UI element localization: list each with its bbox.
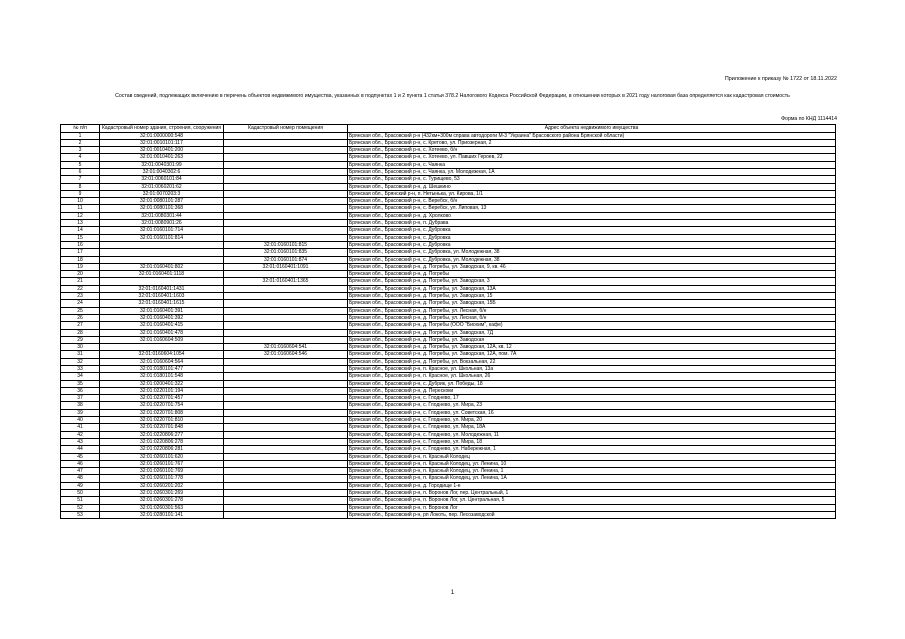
- address: Брянская обл., Брасовский р-н, д. Хролково: [348, 212, 836, 219]
- table-row: [61, 322, 836, 329]
- property-table: [60, 124, 836, 519]
- building-cadastral-number: 32:01:0220806:278: [100, 438, 224, 445]
- room-cadastral-number: [224, 482, 348, 489]
- building-cadastral-number: 32:01:0010401:263: [100, 154, 224, 161]
- table-row: [61, 490, 836, 497]
- building-cadastral-number: 32:01:0220806:281: [100, 446, 224, 453]
- address: Брянская обл., Брасовский р-н, с. Хотеево, ул. Павших Героев, 22: [348, 154, 836, 161]
- table-row: [61, 358, 836, 365]
- row-number: 10: [61, 198, 100, 205]
- table-row: [61, 220, 836, 227]
- appendix-reference: Приложение к приказу № 1722 от 18.11.2022: [724, 76, 837, 82]
- address: Брянская обл., Брасовский р-н, с. Дубровка: [348, 227, 836, 234]
- form-code: Форма по КНД 1114414: [781, 116, 837, 122]
- row-number: 32: [61, 358, 100, 365]
- address: Брянская обл., Брасовский р-н, п. Красный Колодец, ул. Ленина, 1: [348, 468, 836, 475]
- address: Брянская обл., Брасовский р-н (432км+300м справа автодороги М-3 "Украина" Брасовского района Брянской области): [348, 132, 836, 139]
- row-number: 5: [61, 161, 100, 168]
- address: Брянская обл., Брасовский р-н, с. Чаянка, ул. Молодежная, 1А: [348, 168, 836, 175]
- row-number: 21: [61, 278, 100, 285]
- address: Брянская обл., Брасовский р-н, д. Погребы, ул. Вокзальная, 22: [348, 358, 836, 365]
- row-number: 19: [61, 263, 100, 270]
- row-number: 50: [61, 490, 100, 497]
- row-number: 9: [61, 190, 100, 197]
- address: Брянская обл., Брасовский р-н, с. Чаянка: [348, 161, 836, 168]
- building-cadastral-number: 32:01:0200401:322: [100, 380, 224, 387]
- row-number: 43: [61, 438, 100, 445]
- building-cadastral-number: 32:01:0080101:368: [100, 205, 224, 212]
- building-cadastral-number: 32:01:0160401:415: [100, 322, 224, 329]
- building-cadastral-number: [100, 256, 224, 263]
- table-row: [61, 168, 836, 175]
- room-cadastral-number: [224, 380, 348, 387]
- room-cadastral-number: [224, 147, 348, 154]
- page-number: 1: [450, 590, 455, 596]
- table-row: [61, 460, 836, 467]
- header-address: Адрес объекта недвижимого имущества: [348, 125, 836, 133]
- room-cadastral-number: [224, 446, 348, 453]
- building-cadastral-number: 32:01:0160401:1118: [100, 271, 224, 278]
- table-row: [61, 300, 836, 307]
- row-number: 6: [61, 168, 100, 175]
- building-cadastral-number: 32:01:0060101:84: [100, 176, 224, 183]
- table-row: [61, 139, 836, 146]
- building-cadastral-number: 32:01:0160101:814: [100, 234, 224, 241]
- room-cadastral-number: [224, 409, 348, 416]
- building-cadastral-number: 32:01:0160401:1603: [100, 293, 224, 300]
- room-cadastral-number: 32:01:0160101:835: [224, 249, 348, 256]
- row-number: 7: [61, 176, 100, 183]
- row-number: 48: [61, 475, 100, 482]
- building-cadastral-number: 32:01:0180101:477: [100, 366, 224, 373]
- address: Брянская обл., Брасовский р-н, с. Турищево, 53: [348, 176, 836, 183]
- address: Брянская обл., Брасовский р-н, с. Глоднево, 17: [348, 395, 836, 402]
- room-cadastral-number: [224, 154, 348, 161]
- room-cadastral-number: [224, 373, 348, 380]
- room-cadastral-number: 32:01:0160101:874: [224, 256, 348, 263]
- table-row: [61, 468, 836, 475]
- table-header: [61, 125, 836, 133]
- room-cadastral-number: [224, 205, 348, 212]
- row-number: 13: [61, 220, 100, 227]
- address: Брянская обл., Брасовский р-н, д. Перескоки: [348, 387, 836, 394]
- table-row: [61, 417, 836, 424]
- room-cadastral-number: 32:01:0160101:815: [224, 241, 348, 248]
- address: Брянская обл., Брасовский р-н, д. Погребы, ул. Заводская, 13А: [348, 285, 836, 292]
- table-row: [61, 497, 836, 504]
- address: Брянская обл., Брасовский р-н, д. Шешкино: [348, 183, 836, 190]
- header-number: № п/п: [61, 125, 100, 133]
- address: Брянская обл., Брасовский р-н, с. Хотеево, б/н: [348, 147, 836, 154]
- address: Брянская обл., Брасовский р-н, п. Воронов Лог, ул. Центральная, 5: [348, 497, 836, 504]
- building-cadastral-number: 32:01:0160401:391: [100, 307, 224, 314]
- table-row: [61, 285, 836, 292]
- row-number: 23: [61, 293, 100, 300]
- building-cadastral-number: [100, 278, 224, 285]
- room-cadastral-number: [224, 190, 348, 197]
- address: Брянская обл., Брасовский р-н, с. Кретово, ул. Приозерная, 2: [348, 139, 836, 146]
- address: Брянская обл., Брасовский р-н, д. Городище 1-е: [348, 482, 836, 489]
- building-cadastral-number: 32:01:0220806:277: [100, 431, 224, 438]
- row-number: 1: [61, 132, 100, 139]
- room-cadastral-number: [224, 314, 348, 321]
- address: Брянская обл., Брасовский р-н, с. Глоднево, ул. Набережная, 1: [348, 446, 836, 453]
- table-row: [61, 336, 836, 343]
- building-cadastral-number: 32:01:0260101:769: [100, 468, 224, 475]
- document-heading: Состав сведений, подлежащих включению в перечень объектов недвижимого имущества, указанных в подпунктах 1 и 2 пункта 1 статьи 378.2 Налогового Кодекса Российской Федерации, в отношении которых в 2021 году налоговая база определяется как кадастровая стоимость: [115, 93, 790, 99]
- table-row: [61, 256, 836, 263]
- table-row: [61, 183, 836, 190]
- building-cadastral-number: 32:01:0010101:117: [100, 139, 224, 146]
- room-cadastral-number: [224, 358, 348, 365]
- address: Брянская обл., Брасовский р-н, д. Погребы: [348, 271, 836, 278]
- building-cadastral-number: 32:01:0040301:99: [100, 161, 224, 168]
- table-row: [61, 409, 836, 416]
- building-cadastral-number: 32:01:0000000:548: [100, 132, 224, 139]
- building-cadastral-number: 32:01:0160604:1054: [100, 351, 224, 358]
- building-cadastral-number: 32:01:0080901:26: [100, 220, 224, 227]
- room-cadastral-number: [224, 322, 348, 329]
- building-cadastral-number: 32:01:0160401:392: [100, 314, 224, 321]
- header-building-cadastral: Кадастровый номер здания, строения, сооружения: [100, 125, 224, 133]
- address: Брянская обл., Брасовский р-н, с. Дубровка, ул. Молодежная, 38: [348, 256, 836, 263]
- building-cadastral-number: 32:01:0160604:509: [100, 336, 224, 343]
- row-number: 3: [61, 147, 100, 154]
- room-cadastral-number: [224, 395, 348, 402]
- address: Брянская обл., Брасовский р-н, п. Воронов Лог, пер. Центральный, 1: [348, 490, 836, 497]
- room-cadastral-number: 32:01:0160401:1365: [224, 278, 348, 285]
- building-cadastral-number: 32:01:0260101:778: [100, 475, 224, 482]
- room-cadastral-number: [224, 366, 348, 373]
- row-number: 11: [61, 205, 100, 212]
- room-cadastral-number: [224, 402, 348, 409]
- room-cadastral-number: [224, 300, 348, 307]
- building-cadastral-number: 32:01:0280101:141: [100, 511, 224, 518]
- table-row: [61, 190, 836, 197]
- address: Брянская обл., Брасовский р-н, д. Погребы (ООО "Биохим", кафе): [348, 322, 836, 329]
- table-row: [61, 176, 836, 183]
- room-cadastral-number: [224, 460, 348, 467]
- address: Брянская обл., Брасовский р-н, с. Глоднево, ул. Советская, 16: [348, 409, 836, 416]
- table-row: [61, 424, 836, 431]
- table-body: [61, 132, 836, 519]
- room-cadastral-number: [224, 511, 348, 518]
- table-row: [61, 314, 836, 321]
- address: Брянская обл., Брасовский р-н, п. Красный Колодец, ул. Ленина, 1А: [348, 475, 836, 482]
- table-row: [61, 475, 836, 482]
- building-cadastral-number: 32:01:0220701:848: [100, 424, 224, 431]
- building-cadastral-number: 32:01:0010401:200: [100, 147, 224, 154]
- table-row: [61, 271, 836, 278]
- row-number: 30: [61, 344, 100, 351]
- row-number: 18: [61, 256, 100, 263]
- table-row: [61, 205, 836, 212]
- building-cadastral-number: 32:01:0220701:810: [100, 417, 224, 424]
- table-row: [61, 234, 836, 241]
- room-cadastral-number: [224, 212, 348, 219]
- table-row: [61, 132, 836, 139]
- row-number: 53: [61, 511, 100, 518]
- room-cadastral-number: [224, 271, 348, 278]
- table-row: [61, 249, 836, 256]
- row-number: 52: [61, 504, 100, 511]
- building-cadastral-number: 32:01:0160401:478: [100, 329, 224, 336]
- row-number: 33: [61, 366, 100, 373]
- building-cadastral-number: 32:01:0160401:802: [100, 263, 224, 270]
- address: Брянская обл., Брасовский р-н, п. Красный Колодец: [348, 453, 836, 460]
- room-cadastral-number: [224, 424, 348, 431]
- room-cadastral-number: [224, 475, 348, 482]
- row-number: 24: [61, 300, 100, 307]
- table-row: [61, 147, 836, 154]
- room-cadastral-number: [224, 198, 348, 205]
- row-number: 37: [61, 395, 100, 402]
- row-number: 35: [61, 380, 100, 387]
- table-row: [61, 438, 836, 445]
- building-cadastral-number: 32:01:0160401:1615: [100, 300, 224, 307]
- address: Брянская обл., Брасовский р-н, с. Дубровка, ул. Молодежная, 38: [348, 249, 836, 256]
- room-cadastral-number: [224, 504, 348, 511]
- building-cadastral-number: 32:01:0080101:287: [100, 198, 224, 205]
- row-number: 41: [61, 424, 100, 431]
- room-cadastral-number: [224, 336, 348, 343]
- building-cadastral-number: 32:01:0220701:754: [100, 402, 224, 409]
- table-row: [61, 366, 836, 373]
- building-cadastral-number: 32:01:0260201:202: [100, 482, 224, 489]
- building-cadastral-number: 32:01:0260301:563: [100, 504, 224, 511]
- address: Брянская обл., Брасовский р-н, рп Локоть, пер. Лесозаводской: [348, 511, 836, 518]
- building-cadastral-number: 32:01:0040302:6: [100, 168, 224, 175]
- address: Брянская обл., Брасовский р-н, д. Погребы, ул. Заводская, 15Б: [348, 300, 836, 307]
- row-number: 16: [61, 241, 100, 248]
- table-row: [61, 329, 836, 336]
- room-cadastral-number: [224, 431, 348, 438]
- address: Брянская обл., Брасовский р-н, д. Погребы, ул. Заводская: [348, 336, 836, 343]
- row-number: 44: [61, 446, 100, 453]
- address: Брянская обл., Брасовский р-н, с. Дубровка: [348, 234, 836, 241]
- table-row: [61, 387, 836, 394]
- row-number: 49: [61, 482, 100, 489]
- room-cadastral-number: [224, 293, 348, 300]
- building-cadastral-number: 32:01:0060201:62: [100, 183, 224, 190]
- building-cadastral-number: 32:01:0220101:194: [100, 387, 224, 394]
- address: Брянская обл., Брасовский р-н, с. Глоднево, ул. Мира, 23: [348, 402, 836, 409]
- room-cadastral-number: [224, 438, 348, 445]
- row-number: 22: [61, 285, 100, 292]
- row-number: 26: [61, 314, 100, 321]
- row-number: 39: [61, 409, 100, 416]
- row-number: 8: [61, 183, 100, 190]
- room-cadastral-number: [224, 139, 348, 146]
- table-row: [61, 154, 836, 161]
- room-cadastral-number: 32:01:0160604:541: [224, 344, 348, 351]
- room-cadastral-number: [224, 387, 348, 394]
- row-number: 28: [61, 329, 100, 336]
- row-number: 2: [61, 139, 100, 146]
- room-cadastral-number: [224, 183, 348, 190]
- building-cadastral-number: [100, 241, 224, 248]
- building-cadastral-number: 32:01:0220701:808: [100, 409, 224, 416]
- table-row: [61, 373, 836, 380]
- address: Брянская обл., Брянский р-н, п. Нетынька, ул. Кирова, 1/1: [348, 190, 836, 197]
- building-cadastral-number: 32:01:0160604:564: [100, 358, 224, 365]
- table-row: [61, 351, 836, 358]
- row-number: 47: [61, 468, 100, 475]
- building-cadastral-number: 32:01:0080301:44: [100, 212, 224, 219]
- table-row: [61, 446, 836, 453]
- building-cadastral-number: [100, 249, 224, 256]
- table-row: [61, 402, 836, 409]
- table-row: [61, 307, 836, 314]
- address: Брянская обл., Брасовский р-н, с. Глоднево, ул. Молодежная, 11: [348, 431, 836, 438]
- row-number: 15: [61, 234, 100, 241]
- address: Брянская обл., Брасовский р-н, с. Дубрик, ул. Победы, 18: [348, 380, 836, 387]
- building-cadastral-number: 32:01:0180101:548: [100, 373, 224, 380]
- row-number: 12: [61, 212, 100, 219]
- room-cadastral-number: 32:01:0160401:1091: [224, 263, 348, 270]
- table-row: [61, 482, 836, 489]
- address: Брянская обл., Брасовский р-н, д. Погребы, ул. Лесная, б/н: [348, 314, 836, 321]
- address: Брянская обл., Брасовский р-н, с. Веребск, ул. Липовая, 13: [348, 205, 836, 212]
- address: Брянская обл., Брасовский р-н, п. Воронов Лог: [348, 504, 836, 511]
- address: Брянская обл., Брасовский р-н, п. Красное, ул. Школьная, 13а: [348, 366, 836, 373]
- room-cadastral-number: [224, 417, 348, 424]
- row-number: 36: [61, 387, 100, 394]
- row-number: 46: [61, 460, 100, 467]
- row-number: 34: [61, 373, 100, 380]
- row-number: 51: [61, 497, 100, 504]
- room-cadastral-number: [224, 176, 348, 183]
- room-cadastral-number: [224, 220, 348, 227]
- room-cadastral-number: [224, 285, 348, 292]
- row-number: 4: [61, 154, 100, 161]
- table-row: [61, 511, 836, 518]
- address: Брянская обл., Брасовский р-н, п. Красное, ул. Школьная, 26: [348, 373, 836, 380]
- table-row: [61, 278, 836, 285]
- room-cadastral-number: 32:01:0160604:546: [224, 351, 348, 358]
- row-number: 20: [61, 271, 100, 278]
- address: Брянская обл., Брасовский р-н, д. Погребы, ул. Заводская, 3: [348, 278, 836, 285]
- table-row: [61, 504, 836, 511]
- address: Брянская обл., Брасовский р-н, с. Глоднево, ул. Мира, 20: [348, 417, 836, 424]
- address: Брянская обл., Брасовский р-н, п. Красный Колодец, ул. Ленина, 10: [348, 460, 836, 467]
- room-cadastral-number: [224, 132, 348, 139]
- address: Брянская обл., Брасовский р-н, д. Погребы, ул. Заводская, 9, кв. 46: [348, 263, 836, 270]
- table-row: [61, 241, 836, 248]
- building-cadastral-number: 32:01:0260101:620: [100, 453, 224, 460]
- table-row: [61, 293, 836, 300]
- row-number: 17: [61, 249, 100, 256]
- room-cadastral-number: [224, 234, 348, 241]
- table-row: [61, 198, 836, 205]
- address: Брянская обл., Брасовский р-н, д. Погребы, ул. Заводская, 12А, кв. 12: [348, 344, 836, 351]
- room-cadastral-number: [224, 490, 348, 497]
- table-row: [61, 453, 836, 460]
- address: Брянская обл., Брасовский р-н, д. Погребы, ул. Заводская, 15: [348, 293, 836, 300]
- row-number: 31: [61, 351, 100, 358]
- table-row: [61, 431, 836, 438]
- address: Брянская обл., Брасовский р-н, с. Дубровка: [348, 241, 836, 248]
- table-row: [61, 161, 836, 168]
- building-cadastral-number: 32:01:0070203:3: [100, 190, 224, 197]
- row-number: 45: [61, 453, 100, 460]
- building-cadastral-number: [100, 344, 224, 351]
- table-row: [61, 395, 836, 402]
- room-cadastral-number: [224, 161, 348, 168]
- row-number: 42: [61, 431, 100, 438]
- table-row: [61, 212, 836, 219]
- table-row: [61, 227, 836, 234]
- building-cadastral-number: 32:01:0260301:278: [100, 497, 224, 504]
- room-cadastral-number: [224, 168, 348, 175]
- building-cadastral-number: 32:01:0160401:1431: [100, 285, 224, 292]
- address: Брянская обл., Брасовский р-н, д. Погребы, ул. Лесная, б/н: [348, 307, 836, 314]
- table-row: [61, 344, 836, 351]
- row-number: 25: [61, 307, 100, 314]
- address: Брянская обл., Брасовский р-н, с. Глоднево, ул. Мира, 18: [348, 438, 836, 445]
- address: Брянская обл., Брасовский р-н, с. Веребск, б/н: [348, 198, 836, 205]
- room-cadastral-number: [224, 453, 348, 460]
- row-number: 27: [61, 322, 100, 329]
- row-number: 14: [61, 227, 100, 234]
- address: Брянская обл., Брасовский р-н, д. Погребы, ул. Заводская, 7Д: [348, 329, 836, 336]
- address: Брянская обл., Брасовский р-н, п. Дубрава: [348, 220, 836, 227]
- building-cadastral-number: 32:01:0220701:457: [100, 395, 224, 402]
- room-cadastral-number: [224, 497, 348, 504]
- building-cadastral-number: 32:01:0260301:269: [100, 490, 224, 497]
- row-number: 38: [61, 402, 100, 409]
- room-cadastral-number: [224, 468, 348, 475]
- address: Брянская обл., Брасовский р-н, д. Погребы, ул. Заводская, 12А, пом. 7А: [348, 351, 836, 358]
- row-number: 29: [61, 336, 100, 343]
- table-row: [61, 380, 836, 387]
- room-cadastral-number: [224, 329, 348, 336]
- header-room-cadastral: Кадастровый номер помещения: [224, 125, 348, 133]
- building-cadastral-number: 32:01:0260101:767: [100, 460, 224, 467]
- table-row: [61, 263, 836, 270]
- row-number: 40: [61, 417, 100, 424]
- address: Брянская обл., Брасовский р-н, с. Глоднево, ул. Мира, 18А: [348, 424, 836, 431]
- room-cadastral-number: [224, 307, 348, 314]
- building-cadastral-number: 32:01:0160101:714: [100, 227, 224, 234]
- room-cadastral-number: [224, 227, 348, 234]
